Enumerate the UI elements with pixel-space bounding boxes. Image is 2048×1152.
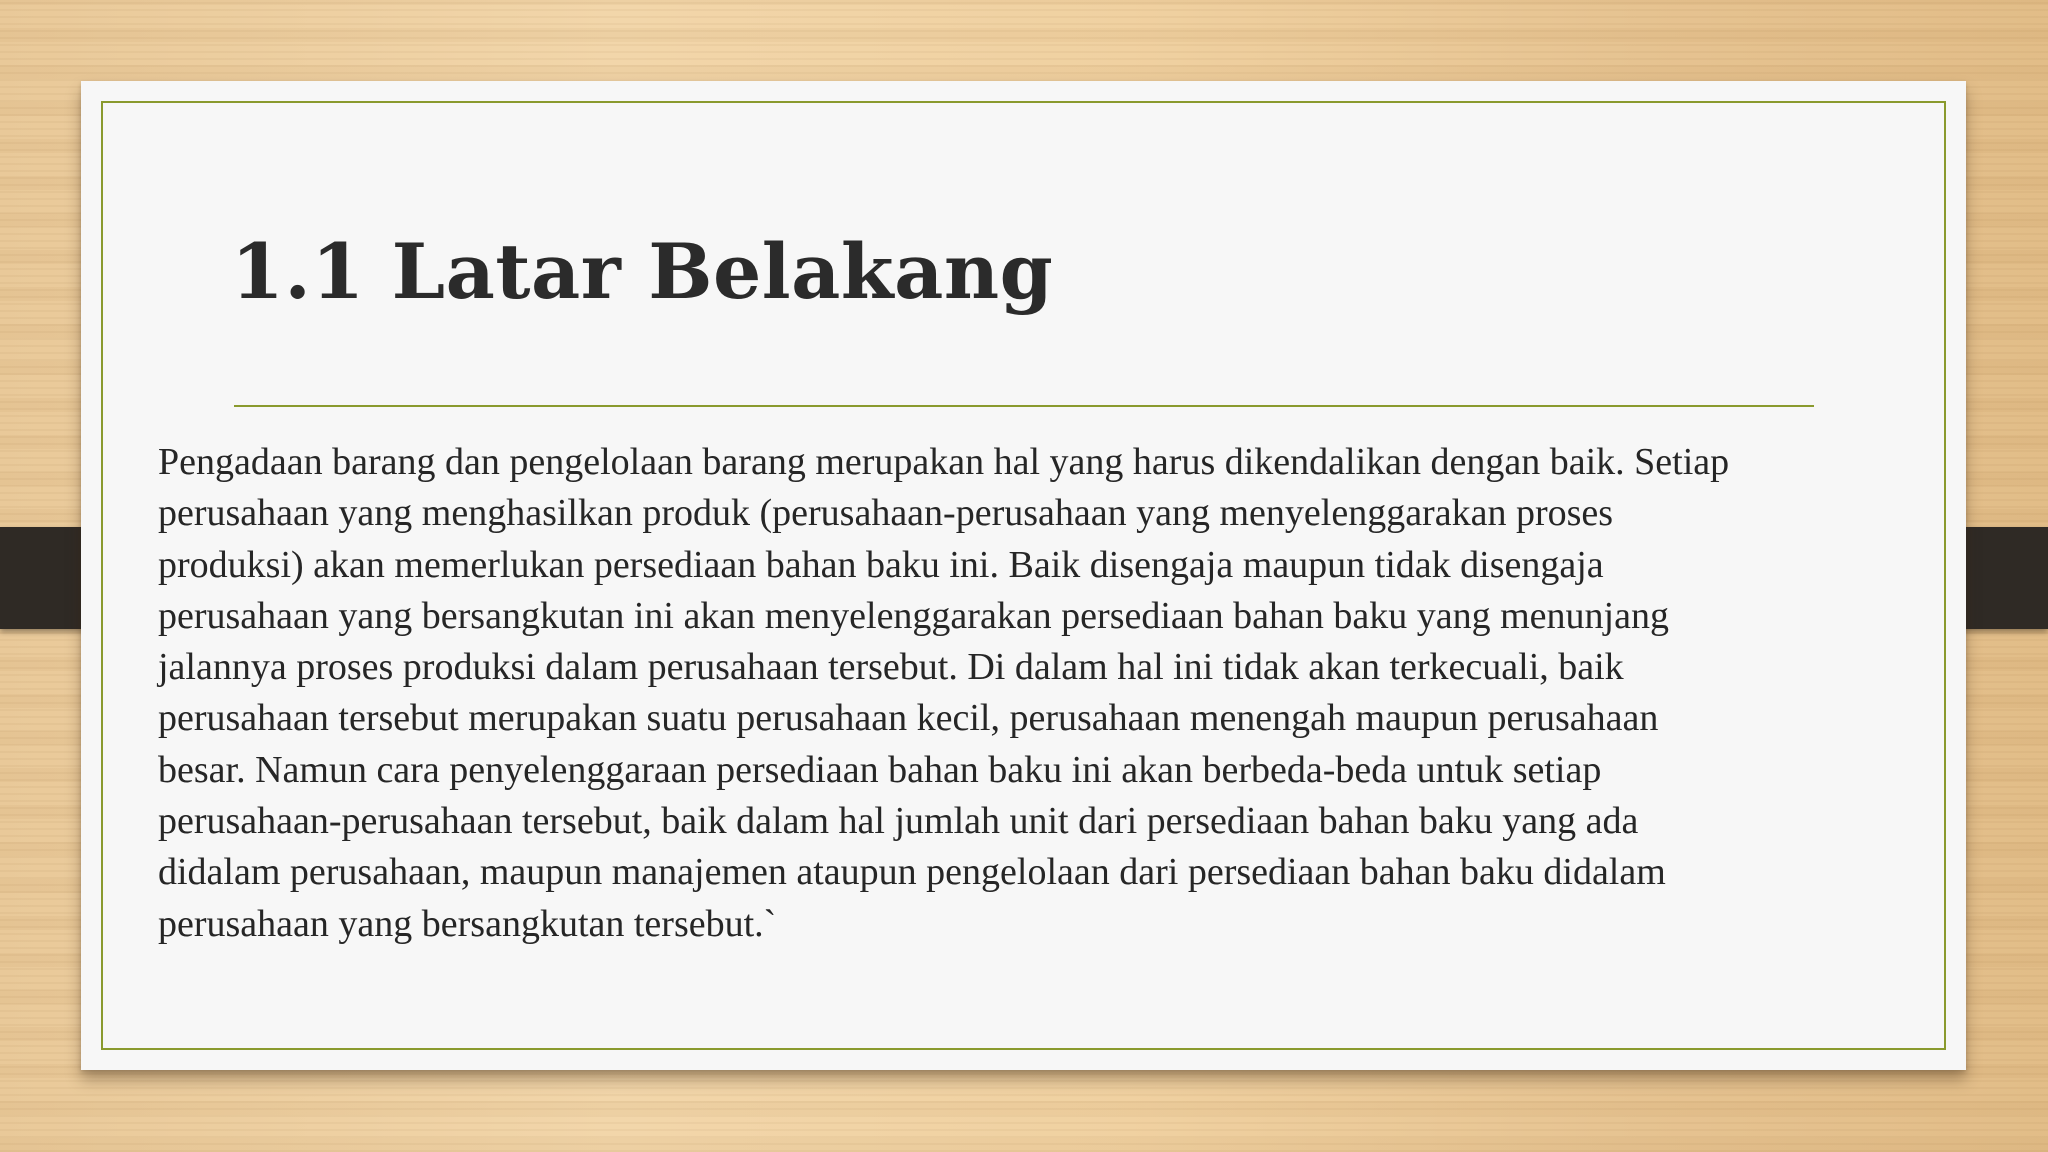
body-line: perusahaan yang bersangkutan ini akan menyelenggarakan persediaan bahan baku yang menunjang <box>158 594 1669 637</box>
body-line: perusahaan yang bersangkutan tersebut.` <box>158 902 777 945</box>
body-line: Pengadaan barang dan pengelolaan barang merupakan hal yang harus dikendalikan dengan baik. Setiap <box>158 441 1730 483</box>
body-line: besar. Namun cara penyelenggaraan persediaan bahan baku ini akan berbeda-beda untuk setiap <box>158 748 1602 791</box>
slide-body <box>158 437 1878 950</box>
body-line: perusahaan-perusahaan tersebut, baik dalam hal jumlah unit dari persediaan bahan baku yang ada <box>158 800 1639 843</box>
slide-card <box>81 81 1966 1070</box>
body-line: perusahaan tersebut merupakan suatu perusahaan kecil, perusahaan menengah maupun perusahaan <box>158 697 1659 740</box>
body-line: produksi) akan memerlukan persediaan bahan baku ini. Baik disengaja maupun tidak disengaja <box>158 543 1604 586</box>
slide-title: 1.1 Latar Belakang <box>231 227 1054 316</box>
body-line: perusahaan yang menghasilkan produk (perusahaan-perusahaan yang menyelenggarakan proses <box>158 492 1614 535</box>
body-line: didalam perusahaan, maupun manajemen ataupun pengelolaan dari persediaan bahan baku didalam <box>158 851 1666 894</box>
title-divider <box>234 405 1814 407</box>
body-line: jalannya proses produksi dalam perusahaan tersebut. Di dalam hal ini tidak akan terkecuali, baik <box>158 646 1624 689</box>
